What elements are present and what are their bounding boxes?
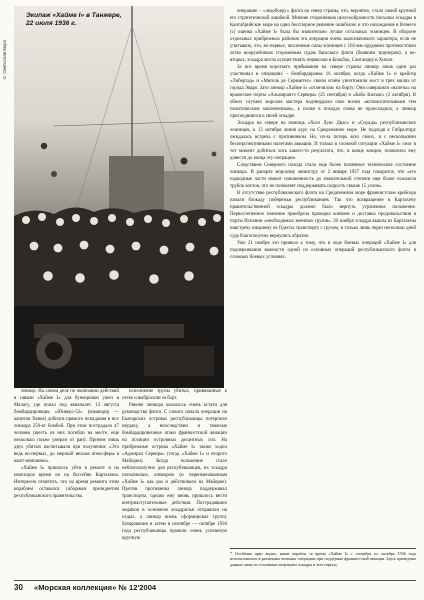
article-paragraph: операцию – «ледобоеру» флота на север страны, что, вероятно, стало самой крупной его стратегической ошибкой. Мнение сторонников целесообразности посылки эскадры в Кантабрийское море на одно бесспорное решение ошибочно и что нахождение в бизнесе (с) оценка «Хайме I» была бы значительно лучше остальных эсминцев. В обороне отдельных прибрежных районов эта операция очень малозначимого характера, если не учитывать, что, во-первых, численные силы эсминцев с 102-мм орудиями противостояли легко вооружённым сторожевым судам баскского флота (бывшим траулерам), а во-вторых, эскадра могла осуществлять перевозки в Бильбао, Сантандер и Хихон. — [230, 9, 416, 64]
page-number: 30 — [14, 583, 23, 592]
article-paragraph: Рвение линкора оказалось очень кстати для руководства флота. С самого начала операции на Балеарских островах республиканцы потерпели неудачу, а впоследствии и тяжелые бомбардировочные атаки франкистской авиации на позиции островных десантных сил. На прибрежные острова «Хайме I» также ходил «Адмирал Сервера» (тогда «Хайме I» и второго Майорки). Когда положение стало неблагополучно для республиканцев, их эскадра пополнилась линкором (и переименованным «Хайме I» как раз и действовали на Майорке). Против противника линкор поддерживал транспорты, однако ему вновь пришлось вести контрнаступательные действия. Пострадавших моряков в основном эскадрилья отправили на отдых, а линкор вновь сформировал группу базирования и затем в сентябре — октябре 1936 года республиканцы провели очень успешную крупную — [122, 403, 227, 542]
right-article-column — [230, 8, 416, 261]
photo-credit: © Святослав Бюро — [2, 39, 7, 80]
article-paragraph: линкор. На самом деле по окончании действий в гавани «Хайме I» для бункеровки ушел в Малагу, где попал под авианалет. 13 августа бомбардировщик «Юнкерс-52» (командир — капитан Хенке) добился прямого попадания в нос линкора 250-кг бомбой. При этом пострадало 47 человек (шесть из них погибли на месте, еще несколько позже умерли от ран). Причем лишь двух убитых насчитывали при получении: «Это ведь во-первых, до мерзкой весьма атмосферы в кают-компании». — [14, 389, 119, 465]
crew-photo-illustration — [14, 6, 224, 388]
crew-photo — [14, 6, 224, 388]
bottom-left-article-column — [14, 388, 119, 500]
bottom-middle-article-column — [122, 388, 227, 542]
article-paragraph: За все время короткого пребывания на севере страны линкор лишь один раз участвовал в операциях – бомбардировке 16 октября, когда «Хайме I» и крейсер «Либертад» и «Мигель де Сервантес» своим огнём уничтожили мост в трех милях от города Эваро. Зато линкор «Хайме I» «отличился» на борту: Они совершили «налеты» на вражеские порты «Альмирантэ Сервера» (25 сентября) и «Кабо Кильяс» (2 октября). В обоих случаях морские мастера подтвердили свое всеми «вспомогательными тем политическим заключенным», к позже в походах снова не происходило, а линкор присоединялся к своей эскадре. — [230, 65, 416, 120]
article-paragraph: В отсутствие республиканского флота на Средиземном море франкистские крейсера начали блокаду побережья республиканцев. Так что возвращение в Картахену правительственной эскадры должно было вернуть утраченное положение. Первостепенное значение приобрела проводка конвоев и доставка продовольствия в порты Испании «необходимых военных грузов». 20 ноября эскадра вышла из Картахены навстречу шедшему из Одессы транспорту с грузом, и только лишь через несколько дней суда благополучно вернулись обратно. — [230, 191, 416, 239]
footnote-divider — [230, 548, 416, 549]
article-paragraph: исполнение трупы убитых, привязанные к сетке и выбросили за борт. — [122, 389, 227, 402]
footer-divider — [14, 580, 416, 581]
article-paragraph: Следствием Северного похода стало еще более плачевное техническое состояние линкора. В рапорте морскому министру от 2 января 1937 года говорится, что «его надводные части имеют изношенность до значительной степени еще более сожалела трубок котлов, что не позволяет поддерживать скорость свыше 15 узлов». — [230, 163, 416, 190]
article-paragraph: Уже 21 ноября это привело к тому, что в ходе боевых операций «Хайме I» для подчеркивания важности одной из основных операций республиканского флота в сложных боевых условиях. — [230, 240, 416, 260]
article-paragraph: Эскадра на севере на помощь «Хосе Луис Диас» и «Сиуада» республиканских эсминцев, к 13 октября линия курс на Средиземное море. Не подходя к Гибралтару ожидалась встреча с противником. Но, из-за потерь всех своих, и с несколькими бесперспективными налетами авиации. И только в сложной ситуации «Хайме I» смог в тот момент добиться хоть какого-то результата, что, в конце концов, позволило ему довести до конца эту операцию. — [230, 121, 416, 162]
journal-title: «Морская коллекция» № 12'2004 — [34, 583, 157, 592]
article-paragraph: «Хайме I» пришлось уйти в ремонт и на некоторое время он на бассейне Картахены. Интересно отметить, что на время ремонта этим кораблем оставался соборным президентом республиканского правительства. — [14, 466, 119, 500]
photo-caption: Экипаж «Хайме I» в Танжере, 22 июля 1936 г. — [26, 12, 122, 27]
footnote: * Особенно ярко видно, какие корабли за время «Хайме I» с сентября по октябрь 1936 года использовались в различных военных операциях при поддержке франкистской авиации. Здесь приведены данные лишь по основным операциям эскадры в этот период. — [230, 551, 416, 567]
